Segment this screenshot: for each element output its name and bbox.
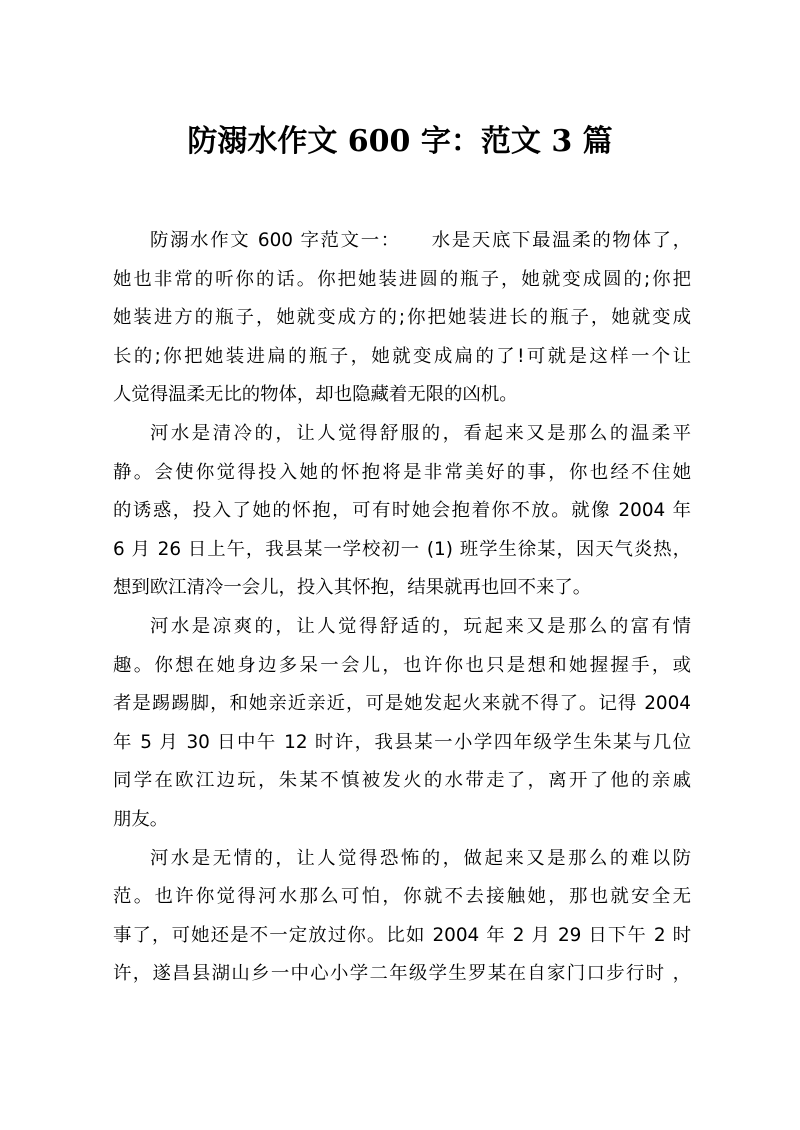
paragraph-line: 范。也许你觉得河水那么可怕，你就不去接触她，那也就安全无 (113, 886, 691, 908)
paragraph-line: 趣。你想在她身边多呆一会儿，也许你也只是想和她握握手，或 (113, 654, 691, 676)
paragraph-line: 事了，可她还是不一定放过你。比如 2004 年 2 月 29 日下午 2 时 (113, 924, 691, 946)
paragraph-line: 静。会使你觉得投入她的怀抱将是非常美好的事，你也经不住她 (113, 461, 691, 483)
paragraph-line: 朋友。 (113, 808, 169, 830)
paragraph-line: 许，遂昌县湖山乡一中心小学二年级学生罗某在自家门口步行时 ， (113, 963, 691, 985)
paragraph-line: 长的;你把她装进扁的瓶子，她就变成扁的了!可就是这样一个让 (113, 345, 691, 367)
paragraph-4 (113, 840, 691, 994)
paragraph-line: 她装进方的瓶子，她就变成方的;你把她装进长的瓶子，她就变成 (113, 307, 691, 329)
paragraph-line: 年 5 月 30 日中午 12 时许，我县某一小学四年级学生朱某与几位 (113, 731, 691, 753)
paragraph-1 (113, 222, 691, 415)
paragraph-line: 的诱惑，投入了她的怀抱，可有时她会抱着你不放。就像 2004 年 (113, 500, 691, 522)
paragraph-line: 同学在欧江边玩，朱某不慎被发火的水带走了，离开了他的亲戚 (113, 770, 691, 792)
paragraph-line: 6 月 26 日上午，我县某一学校初一 (1) 班学生徐某，因天气炎热， (113, 538, 691, 560)
paragraph-line: 河水是清冷的，让人觉得舒服的，看起来又是那么的温柔平 (150, 422, 691, 444)
paragraph-line: 想到欧江清冷一会儿，投入其怀抱，结果就再也回不来了。 (113, 577, 592, 599)
paragraph-line: 者是踢踢脚，和她亲近亲近，可是她发起火来就不得了。记得 2004 (113, 693, 691, 715)
paragraph-line: 河水是凉爽的，让人觉得舒适的，玩起来又是那么的富有情 (150, 615, 691, 637)
paragraph-line: 人觉得温柔无比的物体，却也隐藏着无限的凶机。 (113, 384, 518, 406)
document-title: 防溺水作文 600 字：范文 3 篇 (187, 124, 613, 159)
paragraph-3 (113, 608, 691, 840)
document-body (113, 222, 691, 994)
paragraph-2 (113, 415, 691, 608)
paragraph-line: 防溺水作文 600 字范文一： 水是天底下最温柔的物体了， (150, 230, 691, 251)
paragraph-line: 河水是无情的，让人觉得恐怖的，做起来又是那么的难以防 (150, 847, 691, 869)
paragraph-line: 她也非常的听你的话。你把她装进圆的瓶子，她就变成圆的;你把 (113, 268, 691, 290)
